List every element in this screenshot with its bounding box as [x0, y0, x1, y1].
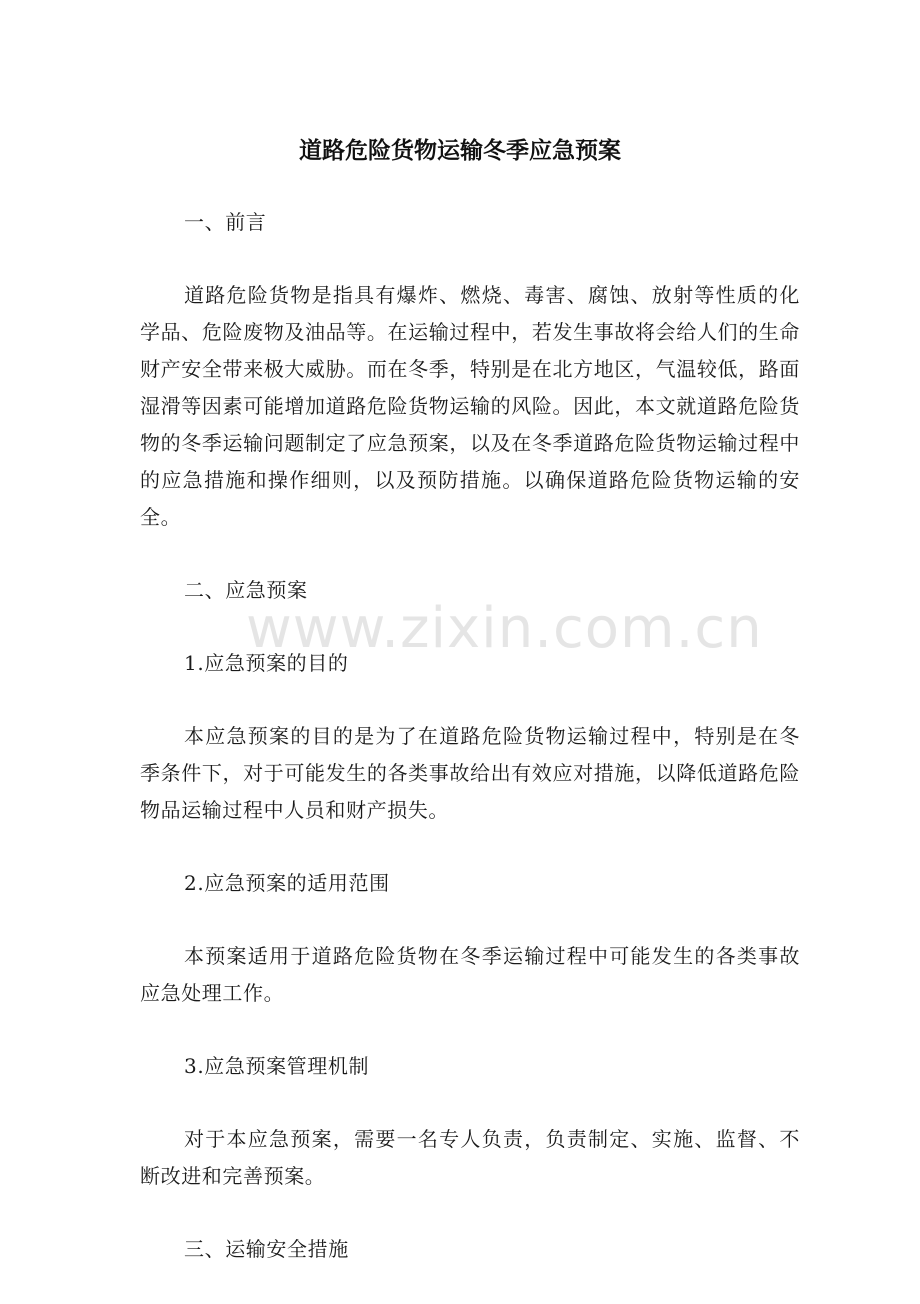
watermark: www.zixin.com.cn [246, 596, 763, 661]
paragraph-preface: 道路危险货物是指具有爆炸、燃烧、毒害、腐蚀、放射等性质的化学品、危险废物及油品等。在运输过程中，若发生事故将会给人们的生命财产安全带来极大威胁。而在冬季，特别是在北方地区，气温较低，路面湿滑等因素可能增加道路危险货物运输的风险。因此，本文就道路危险货物的冬季运输问题制定了应急预案，以及在冬季道路危险货物运输过程中的应急措施和操作细则，以及预防措施。以确保道路危险货物运输的安全。 [140, 283, 800, 529]
subheading-scope: 2.应急预案的适用范围 [184, 871, 390, 895]
document-body [140, 204, 800, 1304]
paragraph-scope: 本预案适用于道路危险货物在冬季运输过程中可能发生的各类事故应急处理工作。 [140, 944, 800, 1005]
paragraph-purpose: 本应急预案的目的是为了在道路危险货物运输过程中，特别是在冬季条件下，对于可能发生的各类事故给出有效应对措施，以降低道路危险物品运输过程中人员和财产损失。 [140, 724, 800, 822]
subheading-management: 3.应急预案管理机制 [184, 1054, 370, 1078]
section-heading-safety-measures: 三、运输安全措施 [184, 1237, 349, 1261]
section-heading-emergency-plan: 二、应急预案 [184, 578, 308, 602]
document-title: 道路危险货物运输冬季应急预案 [299, 138, 621, 164]
subheading-purpose: 1.应急预案的目的 [184, 651, 349, 675]
section-heading-preface: 一、前言 [184, 210, 267, 234]
paragraph-management: 对于本应急预案，需要一名专人负责，负责制定、实施、监督、不断改进和完善预案。 [140, 1127, 800, 1188]
